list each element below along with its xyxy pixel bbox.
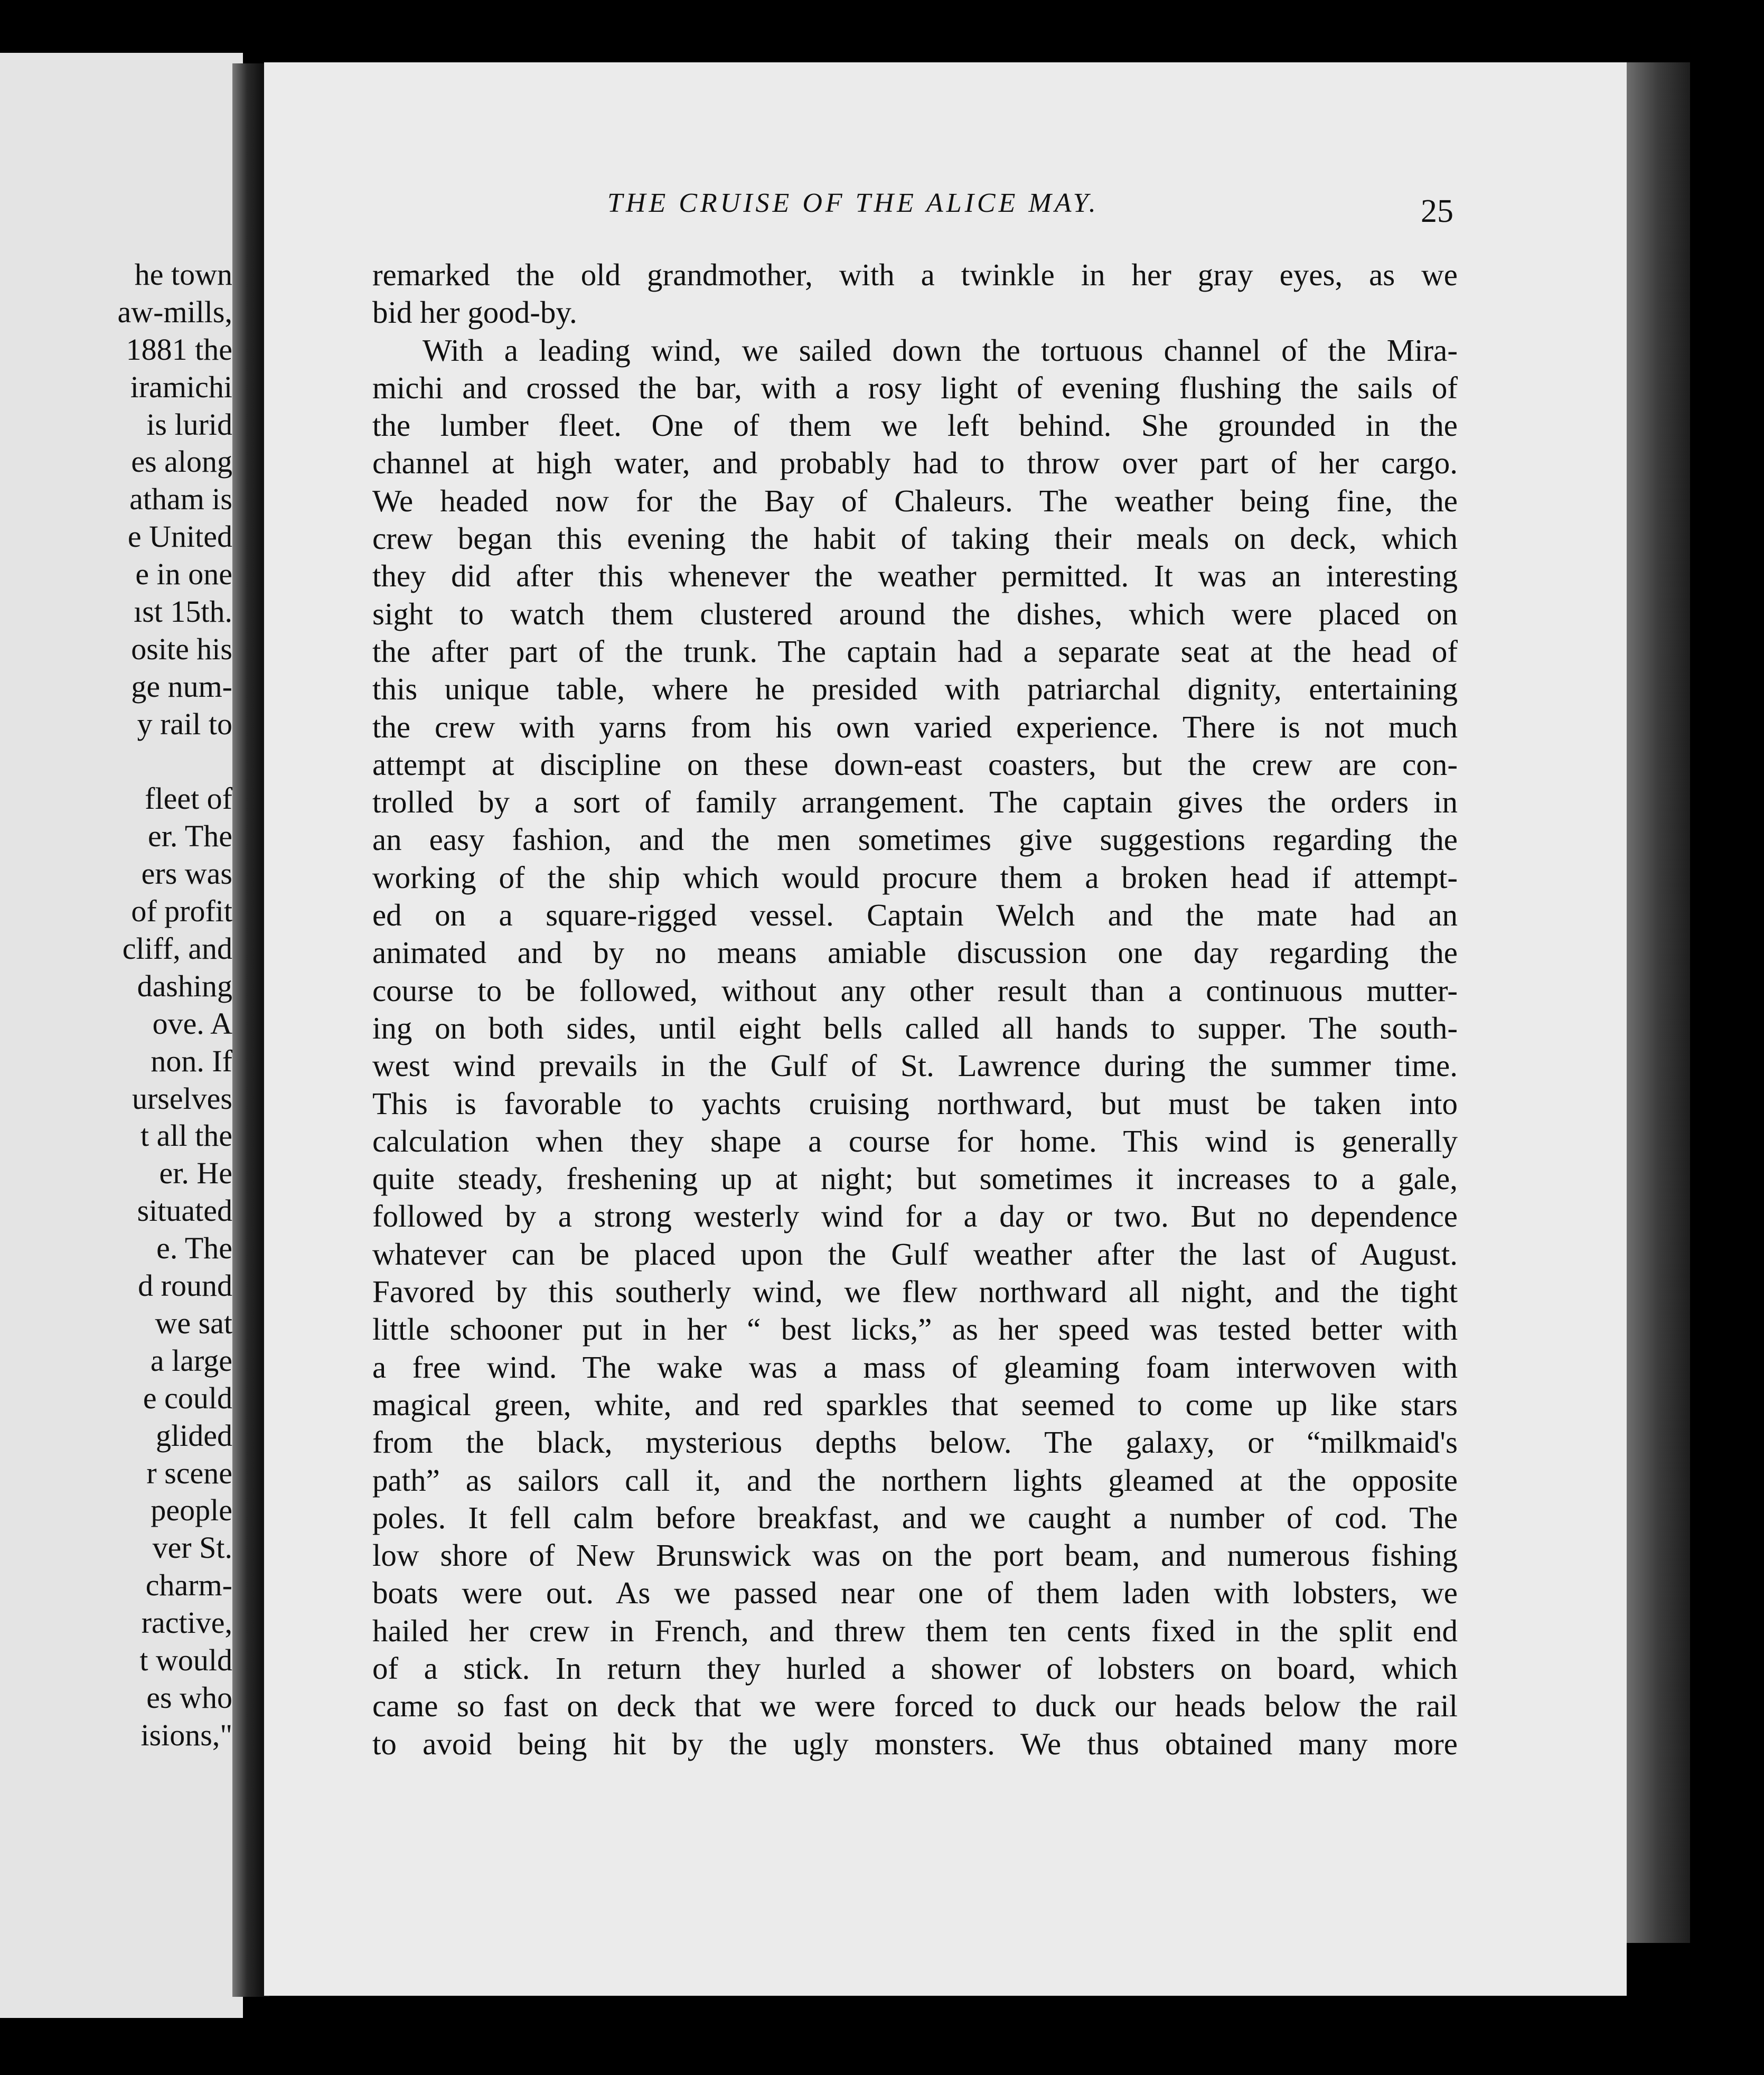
running-head: THE CRUISE OF THE ALICE MAY. [607,188,1099,218]
body-line: west wind prevails in the Gulf of St. Lawrence during the summer time. [372,1048,1458,1083]
body-line: of a stick. In return they hurled a shower of lobsters on board, which [372,1650,1458,1686]
body-line: ed on a square-rigged vessel. Captain Welch and the mate had an [372,898,1458,933]
left-page-line: we sat [155,1305,232,1340]
body-line: an easy fashion, and the men sometimes give suggestions regarding the [372,822,1458,857]
left-page-line: y rail to [137,706,232,741]
body-line: this unique table, where he presided with patriarchal dignity, entertaining [372,671,1458,707]
left-page-line: e United [127,519,232,554]
left-page-line: ove. A [152,1006,232,1041]
left-page-line: es along [131,444,232,479]
page-number: 25 [1421,193,1453,229]
left-page-line: people [151,1493,232,1528]
body-text [372,256,1458,1763]
left-page-line: e in one [135,557,232,592]
left-page-text-fragments [0,256,232,1754]
body-line: to avoid being hit by the ugly monsters. We thus obtained many more [372,1726,1458,1761]
left-page-line: 1881 the [126,332,232,367]
left-page-line: non. If [151,1043,232,1078]
left-page-line: situated [137,1193,232,1228]
body-line: path” as sailors call it, and the northern lights gleamed at the opposite [372,1462,1458,1498]
left-page-line [0,743,232,781]
left-page-line: t would [139,1642,232,1677]
body-line: quite steady, freshening up at night; but sometimes it increases to a gale, [372,1161,1458,1197]
body-line: This is favorable to yachts cruising northward, but must be taken into [372,1086,1458,1121]
body-line: attempt at discipline on these down-east coasters, but the crew are con- [372,746,1458,782]
left-page-line: urselves [132,1081,232,1116]
left-page-line: iramichi [130,369,232,404]
body-line: Favored by this southerly wind, we flew northward all night, and the tight [372,1274,1458,1310]
left-page-line: fleet of [145,781,232,816]
body-line: remarked the old grandmother, with a twinkle in her gray eyes, as we [372,257,1458,292]
body-line: With a leading wind, we sailed down the tortuous channel of the Mira- [423,332,1458,368]
body-line: whatever can be placed upon the Gulf weather after the last of August. [372,1236,1458,1272]
left-page-line: atham is [129,482,232,517]
left-page-line: ractive, [141,1605,232,1640]
body-line: came so fast on deck that we were forced to duck our heads below the rail [372,1688,1458,1724]
left-page-line: e could [143,1380,232,1415]
left-page-line: charm- [145,1568,232,1603]
body-line: crew began this evening the habit of taking their meals on deck, which [372,521,1458,556]
body-line: the crew with yarns from his own varied experience. There is not much [372,709,1458,744]
left-page-line: r scene [146,1455,232,1490]
left-page-line: e. The [156,1231,232,1266]
body-line: from the black, mysterious depths below. The galaxy, or “milkmaid's [372,1425,1458,1460]
left-facing-page [0,53,243,2018]
body-line: ing on both sides, until eight bells called all hands to supper. The south- [372,1010,1458,1045]
body-line: the lumber fleet. One of them we left behind. She grounded in the [372,408,1458,443]
left-page-line: t all the [140,1118,232,1153]
left-page-line: ıst 15th. [134,594,232,629]
left-page-line: glided [156,1418,232,1453]
body-line: calculation when they shape a course for home. This wind is generally [372,1123,1458,1158]
body-line: poles. It fell calm before breakfast, and we caught a number of cod. The [372,1500,1458,1535]
body-line: working of the ship which would procure them a broken head if attempt- [372,859,1458,895]
body-line: We headed now for the Bay of Chaleurs. The weather being fine, the [372,483,1458,518]
left-page-line: he town [134,257,232,292]
left-page-line: aw-mills, [117,294,232,329]
left-page-line: of profit [131,894,232,929]
body-line: sight to watch them clustered around the dishes, which were placed on [372,596,1458,631]
left-page-line: es who [146,1680,232,1715]
page-edge-shadow [1627,62,1690,1943]
body-line: followed by a strong westerly wind for a day or two. But no dependence [372,1199,1458,1234]
body-line: a free wind. The wake was a mass of gleaming foam interwoven with [372,1349,1458,1385]
body-line: michi and crossed the bar, with a rosy light of evening flushing the sails of [372,370,1458,405]
body-line: low shore of New Brunswick was on the port beam, and numerous fishing [372,1538,1458,1573]
body-line: course to be followed, without any other result than a continuous mutter- [372,973,1458,1008]
body-line: channel at high water, and probably had to throw over part of her cargo. [372,445,1458,481]
body-line: bid her good-by. [372,295,577,330]
body-line: hailed her crew in French, and threw them ten cents fixed in the split end [372,1613,1458,1648]
left-page-line: cliff, and [122,931,232,966]
body-line: little schooner put in her “ best licks,” as her speed was tested better with [372,1312,1458,1347]
body-line: boats were out. As we passed near one of them laden with lobsters, we [372,1575,1458,1611]
body-line: trolled by a sort of family arrangement. The captain gives the orders in [372,784,1458,820]
left-page-line: er. The [148,819,232,854]
left-page-line: dashing [137,968,232,1003]
body-line: they did after this whenever the weather permitted. It was an interesting [372,558,1458,594]
left-page-line: osite his [131,631,232,666]
left-page-line: ge num- [131,669,232,704]
left-page-line: d round [138,1268,232,1303]
body-line: animated and by no means amiable discussion one day regarding the [372,935,1458,970]
body-line: magical green, white, and red sparkles that seemed to come up like stars [372,1387,1458,1422]
left-page-line: isions," [140,1717,232,1752]
body-line: the after part of the trunk. The captain had a separate seat at the head of [372,633,1458,669]
left-page-line: ers was [141,856,232,891]
left-page-line: a large [150,1343,232,1378]
left-page-line: er. He [159,1156,232,1191]
left-page-line: is lurid [146,407,232,442]
left-page-line: ver St. [152,1530,232,1565]
